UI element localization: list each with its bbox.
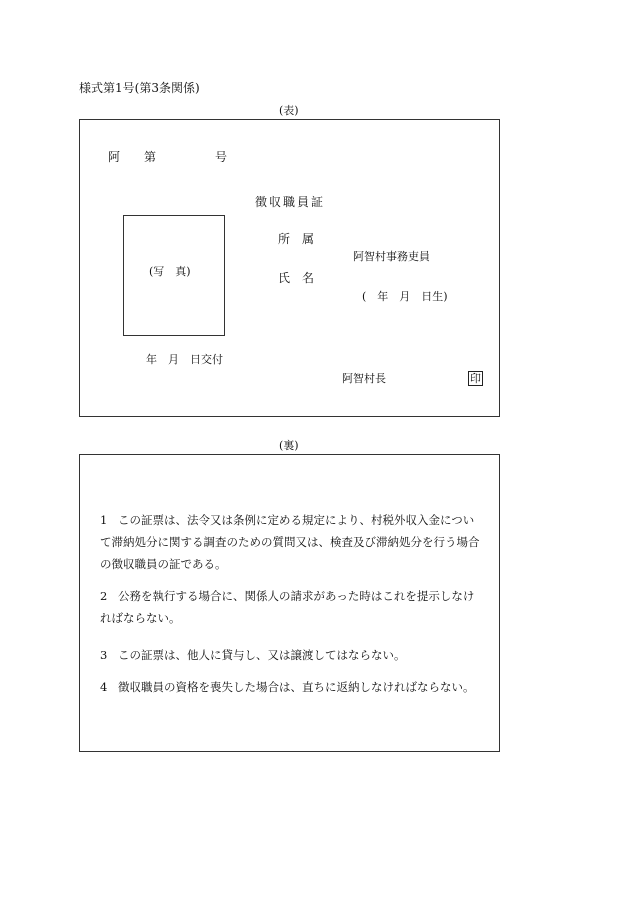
- seal-mark: 印: [470, 372, 481, 385]
- affiliation-value: 阿智村事務吏員: [353, 250, 430, 263]
- note-item: [100, 676, 485, 698]
- back-heading: (裏): [279, 439, 299, 452]
- note-number: 2: [100, 589, 108, 603]
- issue-date: 年 月 日交付: [146, 353, 223, 366]
- photo-frame: [123, 215, 225, 336]
- note-text: 公務を執行する場合に、関係人の請求があった時はこれを提示しなければならない。: [100, 589, 475, 625]
- note-number: 1: [100, 513, 108, 527]
- front-card: [79, 119, 500, 417]
- note-number: 3: [100, 648, 108, 662]
- form-label: 様式第1号(第3条関係): [79, 81, 200, 95]
- note-text: 徴収職員の資格を喪失した場合は、直ちに返納しなければならない。: [118, 680, 475, 694]
- note-text: この証票は、他人に貸与し、又は譲渡してはならない。: [118, 648, 406, 662]
- card-title: 徴収職員証: [255, 195, 326, 209]
- note-text: この証票は、法令又は条例に定める規定により、村税外収入金について滞納処分に関する調査のための質問又は、検査及び滞納処分を行う場合の徴収職員の証である。: [100, 513, 480, 571]
- name-label: 氏 名: [278, 271, 315, 285]
- note-item: [100, 509, 485, 575]
- number-prefix: 阿: [108, 150, 121, 164]
- affiliation-label: 所 属: [278, 232, 315, 246]
- number-dai: 第: [144, 150, 157, 164]
- birth-line: ( 年 月 日生): [362, 290, 448, 303]
- number-go: 号: [215, 150, 228, 164]
- note-item: [100, 585, 485, 629]
- note-number: 4: [100, 680, 108, 694]
- photo-label: (写 真): [149, 265, 191, 278]
- front-heading: (表): [279, 104, 299, 117]
- issuer: 阿智村長: [342, 372, 386, 385]
- note-item: [100, 644, 485, 666]
